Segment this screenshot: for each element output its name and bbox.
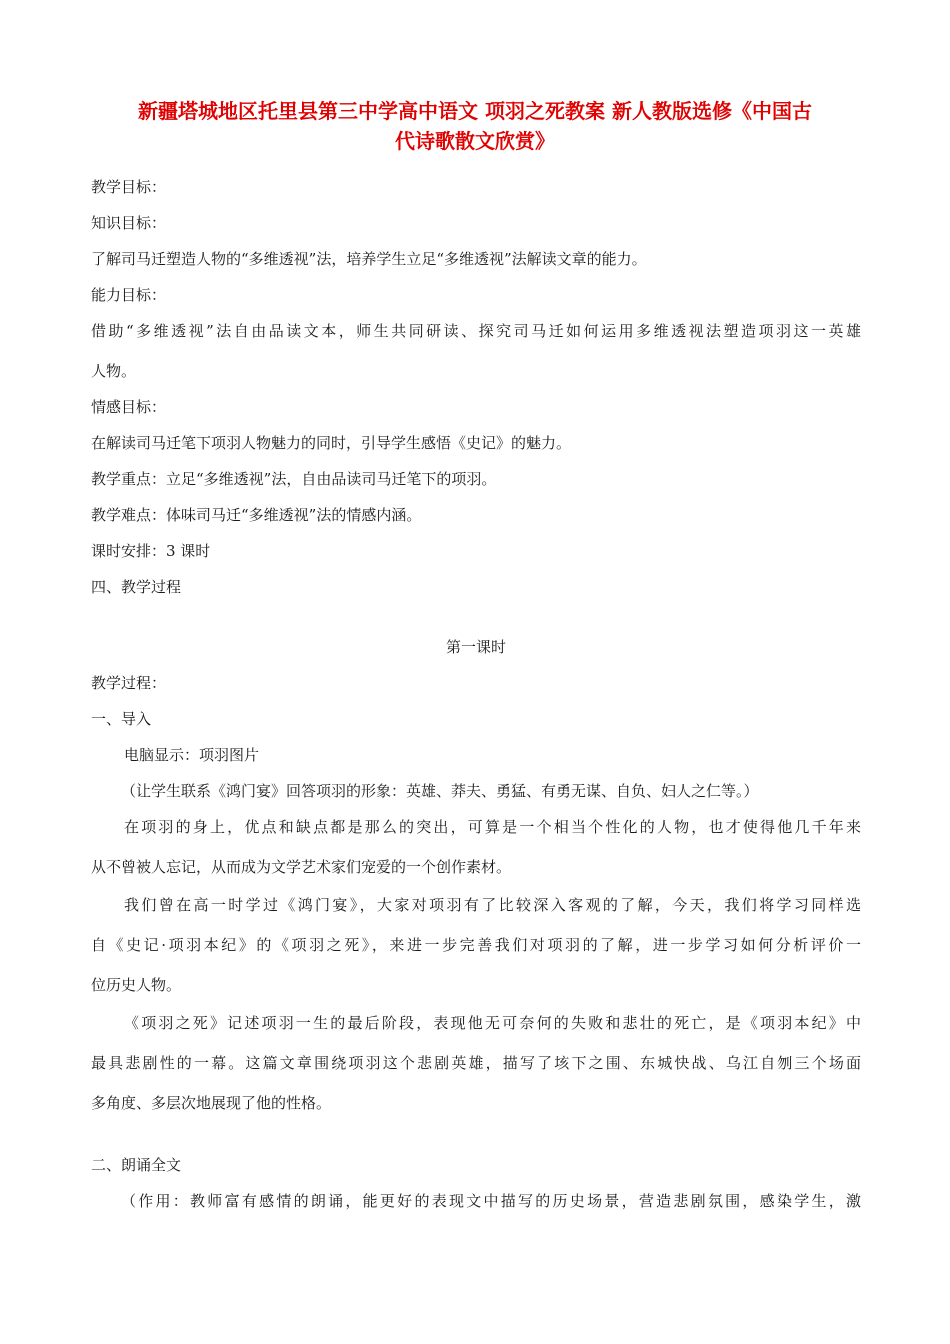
document-title <box>80 96 870 156</box>
ability-text-line-2: 人物。 <box>91 362 137 380</box>
ability-heading: 能力目标： <box>91 286 167 304</box>
knowledge-heading: 知识目标： <box>91 214 167 232</box>
para1-line-1: 在项羽的身上，优点和缺点都是那么的突出，可算是一个相当个性化的人物，也才使得他几千年来 <box>124 818 861 836</box>
objectives-heading: 教学目标： <box>91 178 167 196</box>
process-heading: 四、教学过程 <box>91 578 182 596</box>
schedule: 课时安排：3 课时 <box>91 542 211 560</box>
ability-text-line-1: 借助“多维透视”法自由品读文本，师生共同研读、探究司马迁如何运用多维透视法塑造项羽这一英雄 <box>91 322 861 340</box>
para3-line-2: 最具悲剧性的一幕。这篇文章围绕项羽这个悲剧英雄，描写了垓下之围、东城快战、乌江自刎三个场面 <box>91 1054 861 1072</box>
para2-line-2: 自《史记·项羽本纪》的《项羽之死》，来进一步完善我们对项羽的了解，进一步学习如何分析评价一 <box>91 936 861 954</box>
title-line-2: 代诗歌散文欣赏》 <box>395 129 555 153</box>
lesson-one-title: 第一课时 <box>445 638 506 656</box>
para2-line-1: 我们曾在高一时学过《鸿门宴》，大家对项羽有了比较深入客观的了解，今天，我们将学习同样选 <box>124 896 861 914</box>
para3-line-1: 《项羽之死》记述项羽一生的最后阶段，表现他无可奈何的失败和悲壮的死亡，是《项羽本纪》中 <box>124 1014 861 1032</box>
display-line: 电脑显示：项羽图片 <box>124 746 260 764</box>
title-line-1: 新疆塔城地区托里县第三中学高中语文 项羽之死教案 新人教版选修《中国古 <box>138 99 812 123</box>
recite-text: （作用：教师富有感情的朗诵，能更好的表现文中描写的历史场景，营造悲剧氛围，感染学生，激 <box>121 1192 861 1210</box>
process-label: 教学过程： <box>91 674 167 692</box>
para3-line-3: 多角度、多层次地展现了他的性格。 <box>91 1094 332 1112</box>
note-line: （让学生联系《鸿门宴》回答项羽的形象：英雄、莽夫、勇猛、有勇无谋、自负、妇人之仁等。） <box>121 782 759 800</box>
knowledge-text: 了解司马迁塑造人物的“多维透视”法，培养学生立足“多维透视”法解读文章的能力。 <box>91 250 647 268</box>
para1-line-2: 从不曾被人忘记，从而成为文学艺术家们宠爱的一个创作素材。 <box>91 858 512 876</box>
key-point: 教学重点：立足“多维透视”法，自由品读司马迁笔下的项羽。 <box>91 470 497 488</box>
emotion-text: 在解读司马迁笔下项羽人物魅力的同时，引导学生感悟《史记》的魅力。 <box>91 434 572 452</box>
para2-line-3: 位历史人物。 <box>91 976 182 994</box>
intro-heading: 一、导入 <box>91 710 152 728</box>
emotion-heading: 情感目标： <box>91 398 167 416</box>
difficulty: 教学难点：体味司马迁“多维透视”法的情感内涵。 <box>91 506 422 524</box>
recite-heading: 二、朗诵全文 <box>91 1156 182 1174</box>
